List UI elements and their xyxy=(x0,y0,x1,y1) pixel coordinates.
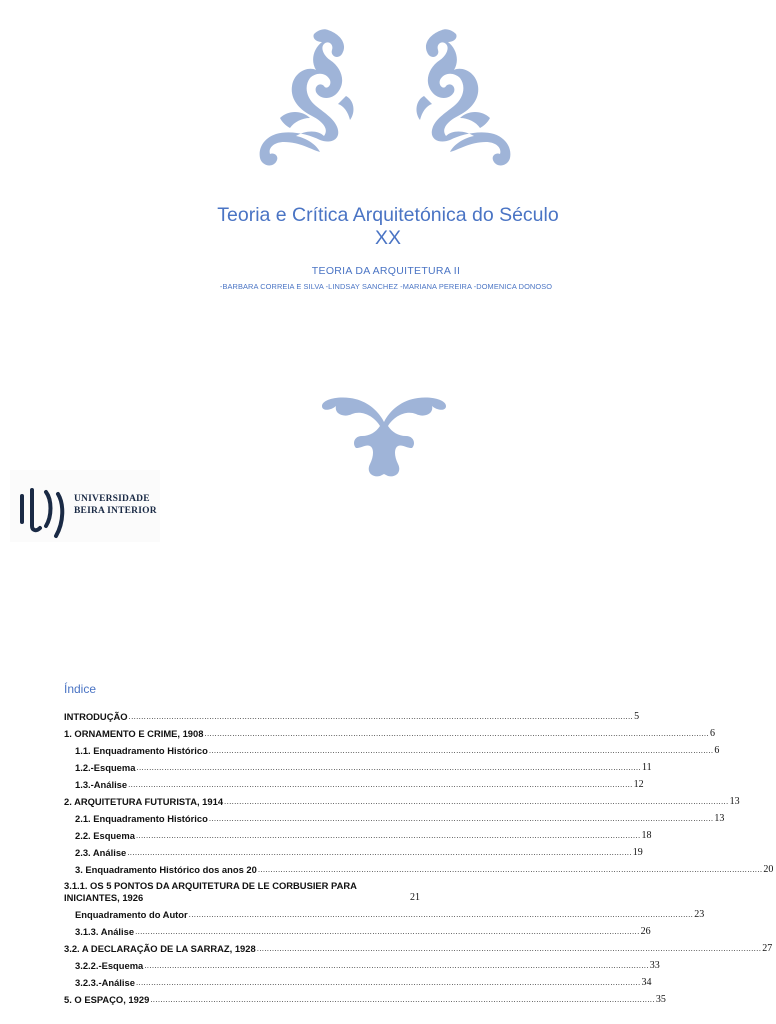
toc-entry-label: 3. Enquadramento Histórico dos anos 20 xyxy=(75,863,257,875)
toc-entry-label: 2. ARQUITETURA FUTURISTA, 1914 xyxy=(64,795,224,807)
toc-entry-label: 1. ORNAMENTO E CRIME, 1908 xyxy=(64,727,204,739)
toc-entry[interactable] xyxy=(64,705,640,722)
decorative-ornament-top xyxy=(250,26,520,171)
toc-entry-label: 1.1. Enquadramento Histórico xyxy=(75,744,208,756)
toc-entry[interactable] xyxy=(64,739,720,756)
toc-entry-page: 5 xyxy=(634,710,640,722)
toc-entry-page: 12 xyxy=(633,778,644,790)
toc-entry[interactable] xyxy=(64,824,652,841)
toc-leader-dots: ........................................................................................................................................................................................................ xyxy=(128,711,634,721)
toc-entry[interactable] xyxy=(64,841,643,858)
toc-leader-dots: ........................................................................................................................................................................................................ xyxy=(256,943,762,953)
document-subtitle: TEORIA DA ARQUITETURA II xyxy=(311,265,461,277)
toc-entry-label: 2.2. Esquema xyxy=(75,829,135,841)
document-title-line1: Teoria e Crítica Arquitetónica do Século xyxy=(217,204,559,226)
toc-entry[interactable] xyxy=(64,858,774,875)
toc-entry[interactable] xyxy=(64,722,715,739)
toc-entry-label: Enquadramento do Autor xyxy=(75,908,188,920)
document-authors: -BARBARA CORREIA E SILVA -LINDSAY SANCHEZ -MARIANA PEREIRA -DOMENICA DONOSO xyxy=(219,282,553,291)
toc-entry[interactable] xyxy=(64,756,652,773)
toc-entry-page: 33 xyxy=(649,959,660,971)
toc-entry-label: 1.3.-Análise xyxy=(75,778,128,790)
toc-entry-page: 23 xyxy=(694,908,705,920)
university-name-line1: UNIVERSIDADE xyxy=(74,494,150,504)
toc-entry[interactable] xyxy=(64,954,660,971)
toc-leader-dots: ........................................................................................................................................................................................................ xyxy=(208,813,714,823)
toc-entry-page: 26 xyxy=(640,925,651,937)
toc-leader-dots: ........................................................................................................................................................................................................ xyxy=(188,909,694,919)
toc-entry-label: 3.1.1. OS 5 PONTOS DA ARQUITETURA DE LE CORBUSIER PARA INICIANTES, 1926 xyxy=(64,880,357,903)
toc-entry-label: 3.2.3.-Análise xyxy=(75,976,135,988)
toc-entry-label: 1.2.-Esquema xyxy=(75,761,136,773)
toc-entry-page: 20 xyxy=(763,863,774,875)
table-of-contents xyxy=(64,705,774,1005)
toc-entry-page: 35 xyxy=(655,993,666,1005)
toc-entry-page: 11 xyxy=(641,761,652,773)
toc-entry[interactable] xyxy=(64,807,725,824)
toc-entry-page: 19 xyxy=(632,846,643,858)
toc-leader-dots: ........................................................................................................................................................................................................ xyxy=(135,830,641,840)
decorative-ornament-middle xyxy=(318,392,450,482)
document-title xyxy=(0,204,776,250)
toc-entry-label: 5. O ESPAÇO, 1929 xyxy=(64,993,150,1005)
toc-leader-dots: ........................................................................................................................................................................................................ xyxy=(257,864,763,874)
toc-entry[interactable] xyxy=(64,875,420,903)
toc-entry-label: 3.2. A DECLARAÇÃO DE LA SARRAZ, 1928 xyxy=(64,942,256,954)
toc-entry-label: 3.2.2.-Esquema xyxy=(75,959,144,971)
toc-entry-page: 18 xyxy=(641,829,652,841)
toc-leader-dots: ........................................................................................................................................................................................................ xyxy=(127,847,632,857)
toc-leader-dots: ........................................................................................................................................................................................................ xyxy=(208,745,714,755)
toc-entry-label: 2.3. Análise xyxy=(75,846,127,858)
toc-entry-page: 21 xyxy=(410,891,420,903)
toc-entry[interactable] xyxy=(64,903,705,920)
toc-entry-label: 2.1. Enquadramento Histórico xyxy=(75,812,208,824)
toc-entry-label: 3.1.3. Análise xyxy=(75,925,135,937)
toc-entry[interactable] xyxy=(64,773,644,790)
toc-entry[interactable] xyxy=(64,971,652,988)
toc-leader-dots: ........................................................................................................................................................................................................ xyxy=(224,796,729,806)
toc-leader-dots: ........................................................................................................................................................................................................ xyxy=(150,994,655,1004)
toc-entry-page: 13 xyxy=(729,795,740,807)
document-title-line2: XX xyxy=(374,227,401,249)
toc-entry[interactable] xyxy=(64,937,773,954)
toc-leader-dots: ........................................................................................................................................................................................................ xyxy=(128,779,633,789)
toc-leader-dots: ........................................................................................................................................................................................................ xyxy=(144,960,649,970)
toc-leader-dots: ........................................................................................................................................................................................................ xyxy=(135,926,640,936)
toc-entry-page: 13 xyxy=(714,812,725,824)
toc-entry[interactable] xyxy=(64,920,651,937)
toc-entry-page: 27 xyxy=(762,942,773,954)
toc-leader-dots: ........................................................................................................................................................................................................ xyxy=(136,762,641,772)
toc-entry-page: 34 xyxy=(641,976,652,988)
university-logo xyxy=(10,470,160,542)
toc-leader-dots: ........................................................................................................................................................................................................ xyxy=(135,977,641,987)
toc-entry-label: INTRODUÇÃO xyxy=(64,710,128,722)
university-name-line2: BEIRA INTERIOR xyxy=(74,505,157,516)
toc-entry-page: 6 xyxy=(714,744,720,756)
toc-entry-page: 6 xyxy=(709,727,715,739)
toc-entry[interactable] xyxy=(64,790,740,807)
university-logo-mark xyxy=(18,486,70,540)
toc-leader-dots: ........................................................................................................................................................................................................ xyxy=(204,728,709,738)
toc-title: Índice xyxy=(64,682,97,696)
toc-entry[interactable] xyxy=(64,988,666,1005)
